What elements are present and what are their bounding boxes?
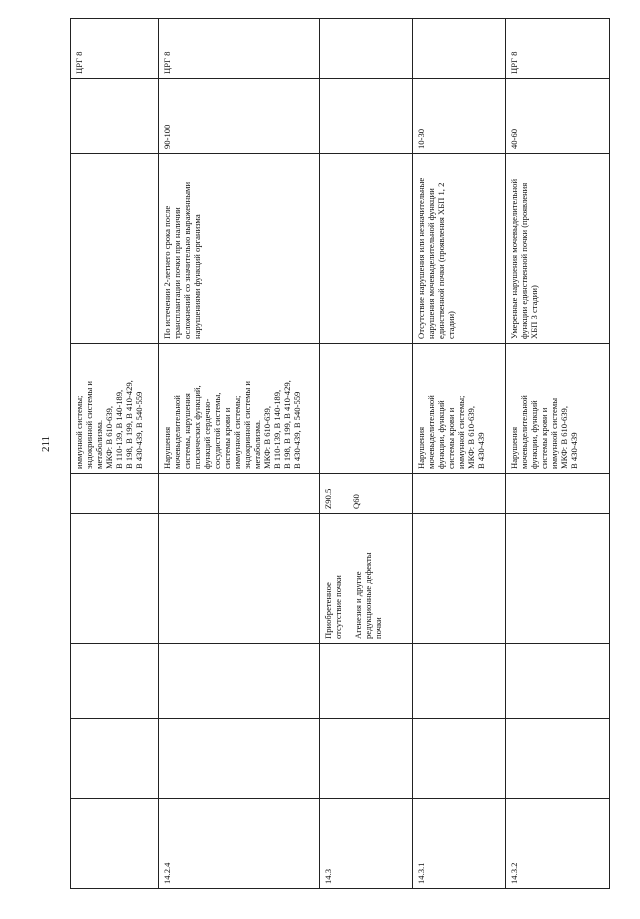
criteria-line: осложнений со значительно выраженными	[181, 181, 192, 339]
disease-line: Агенезия и другие	[352, 571, 363, 639]
criteria-cell	[71, 154, 159, 344]
document-table-area	[70, 19, 610, 889]
violation-line: системы крови и	[538, 407, 549, 469]
violation-line: психических функций,	[191, 385, 202, 469]
violation-line: системы крови и	[221, 407, 232, 469]
destination-cell	[319, 19, 412, 79]
table-row	[505, 19, 609, 889]
violation-line: В 110-139, В 140-189,	[114, 389, 124, 469]
icd-cell	[412, 474, 505, 514]
disease-cell	[319, 514, 412, 644]
disease-cell	[412, 514, 505, 644]
criteria-line: Умеренные нарушения мочевыделительной	[508, 178, 519, 339]
violation-line: иммунной системы;	[455, 395, 466, 469]
violation-line: системы крови и	[445, 407, 456, 469]
icd-cell	[71, 474, 159, 514]
violation-line: функции, функций	[435, 400, 446, 469]
icd-cell	[158, 474, 319, 514]
empty-cell	[71, 719, 159, 799]
disease-cell	[505, 514, 609, 644]
destination-cell	[412, 19, 505, 79]
row-code: 14.2.4	[161, 862, 172, 884]
criteria-line: нарушениями функций организма	[191, 214, 202, 339]
violation-line: эндокринной системы и	[241, 380, 252, 469]
violation-line: функции, функций	[528, 400, 539, 469]
criteria-cell	[158, 154, 319, 344]
violation-cell	[319, 344, 412, 474]
violation-cell	[412, 344, 505, 474]
disease-line: Приобретенное	[322, 582, 333, 639]
empty-cell	[158, 644, 319, 719]
code-cell	[505, 799, 609, 889]
criteria-line: трансплантации почки при наличии	[171, 207, 182, 339]
percent-value: 10-30	[415, 128, 426, 149]
violation-line: Нарушения	[415, 426, 426, 469]
violation-line: иммунной системы	[548, 397, 559, 469]
criteria-cell	[412, 154, 505, 344]
violation-line: В 198, В 199, В 410-429,	[281, 380, 292, 469]
disease-line: почки	[372, 617, 383, 639]
disease-cell	[71, 514, 159, 644]
empty-cell	[319, 644, 412, 719]
code-cell	[412, 799, 505, 889]
criteria-cell	[319, 154, 412, 344]
row-code: 14.3.2	[508, 862, 519, 884]
violation-line: В 110-139, В 140-189,	[271, 389, 282, 469]
disease-line: редукционные дефекты	[362, 552, 373, 639]
destination-value: ЦРГ 8	[161, 51, 172, 74]
disease-line: отсутствие почки	[332, 575, 343, 639]
violation-line: В 430-439, В 540-559	[134, 391, 144, 469]
violation-line: В 430-439	[475, 432, 486, 469]
page-number: 211	[40, 435, 53, 453]
violation-line: эндокринной системы и	[84, 380, 94, 469]
disease-name	[323, 518, 343, 639]
percent-value: 90-100	[161, 124, 172, 149]
destination-value: ЦРГ 8	[74, 51, 84, 74]
violation-line: В 430-439	[568, 432, 579, 469]
violation-cell	[71, 344, 159, 474]
percent-cell	[158, 79, 319, 154]
percent-cell	[319, 79, 412, 154]
violation-line: мочевыделительной	[171, 395, 182, 469]
icd-code: Q60	[350, 494, 361, 509]
empty-cell	[158, 719, 319, 799]
violation-line: системы, нарушения	[181, 393, 192, 469]
empty-cell	[412, 644, 505, 719]
criteria-line: единственной почки (проявления ХБП 1, 2	[435, 182, 446, 339]
violation-line: Нарушения	[161, 426, 172, 469]
table-body	[71, 19, 610, 889]
code-cell	[319, 799, 412, 889]
code-cell	[71, 799, 159, 889]
destination-value: ЦРГ 8	[508, 51, 519, 74]
destination-cell	[158, 19, 319, 79]
row-code: 14.3	[322, 868, 333, 884]
violation-line: сосудистой системы,	[211, 392, 222, 469]
icd-code: Z90.5	[322, 488, 333, 509]
empty-cell	[71, 644, 159, 719]
violation-line: мочевыделительной	[518, 395, 529, 469]
criteria-line: По истечении 2-летнего срока после	[161, 205, 172, 339]
violation-cell	[158, 344, 319, 474]
table-row	[412, 19, 505, 889]
violation-line: МКФ: В 610-639,	[558, 406, 569, 469]
violation-cell	[505, 344, 609, 474]
criteria-line: функции единственной почки (проявления	[518, 182, 529, 339]
table-row	[158, 19, 319, 889]
table-row	[319, 19, 412, 889]
criteria-line: стадии)	[445, 311, 456, 339]
icd-cell	[319, 474, 412, 514]
criteria-line: нарушения мочевыделительной функции	[425, 188, 436, 339]
percent-cell	[412, 79, 505, 154]
empty-cell	[505, 719, 609, 799]
row-code: 14.3.1	[415, 862, 426, 884]
violation-line: МКФ: В 610-639,	[104, 406, 114, 469]
violation-line: В 430-439, В 540-559	[291, 391, 302, 469]
criteria-cell	[505, 154, 609, 344]
icd-cell	[505, 474, 609, 514]
empty-cell	[319, 719, 412, 799]
code-cell	[158, 799, 319, 889]
table-row	[71, 19, 159, 889]
violation-line: МКФ: В 610-639,	[465, 406, 476, 469]
violation-line: МКФ: В 610-639,	[261, 406, 272, 469]
criteria-line: ХБП 3 стадии)	[528, 285, 539, 339]
criteria-line: Отсутствие нарушения или незначительные	[415, 177, 426, 339]
violation-line: В 198, В 199, В 410-429,	[124, 380, 134, 469]
destination-cell	[505, 19, 609, 79]
empty-cell	[412, 719, 505, 799]
violation-line: метаболизма.	[251, 420, 262, 469]
violation-line: функций сердечно-	[201, 398, 212, 469]
classification-table	[70, 18, 610, 889]
disease-name	[353, 518, 383, 639]
violation-line: Нарушения	[508, 426, 519, 469]
percent-cell	[505, 79, 609, 154]
violation-line: иммунной системы;	[74, 395, 84, 469]
percent-value: 40-60	[508, 128, 519, 149]
percent-cell	[71, 79, 159, 154]
violation-line: метаболизма.	[94, 420, 104, 469]
violation-line: иммунной системы;	[231, 395, 242, 469]
violation-line: мочевыделительной	[425, 395, 436, 469]
rotated-table	[70, 19, 610, 889]
empty-cell	[505, 644, 609, 719]
disease-cell	[158, 514, 319, 644]
destination-cell	[71, 19, 159, 79]
